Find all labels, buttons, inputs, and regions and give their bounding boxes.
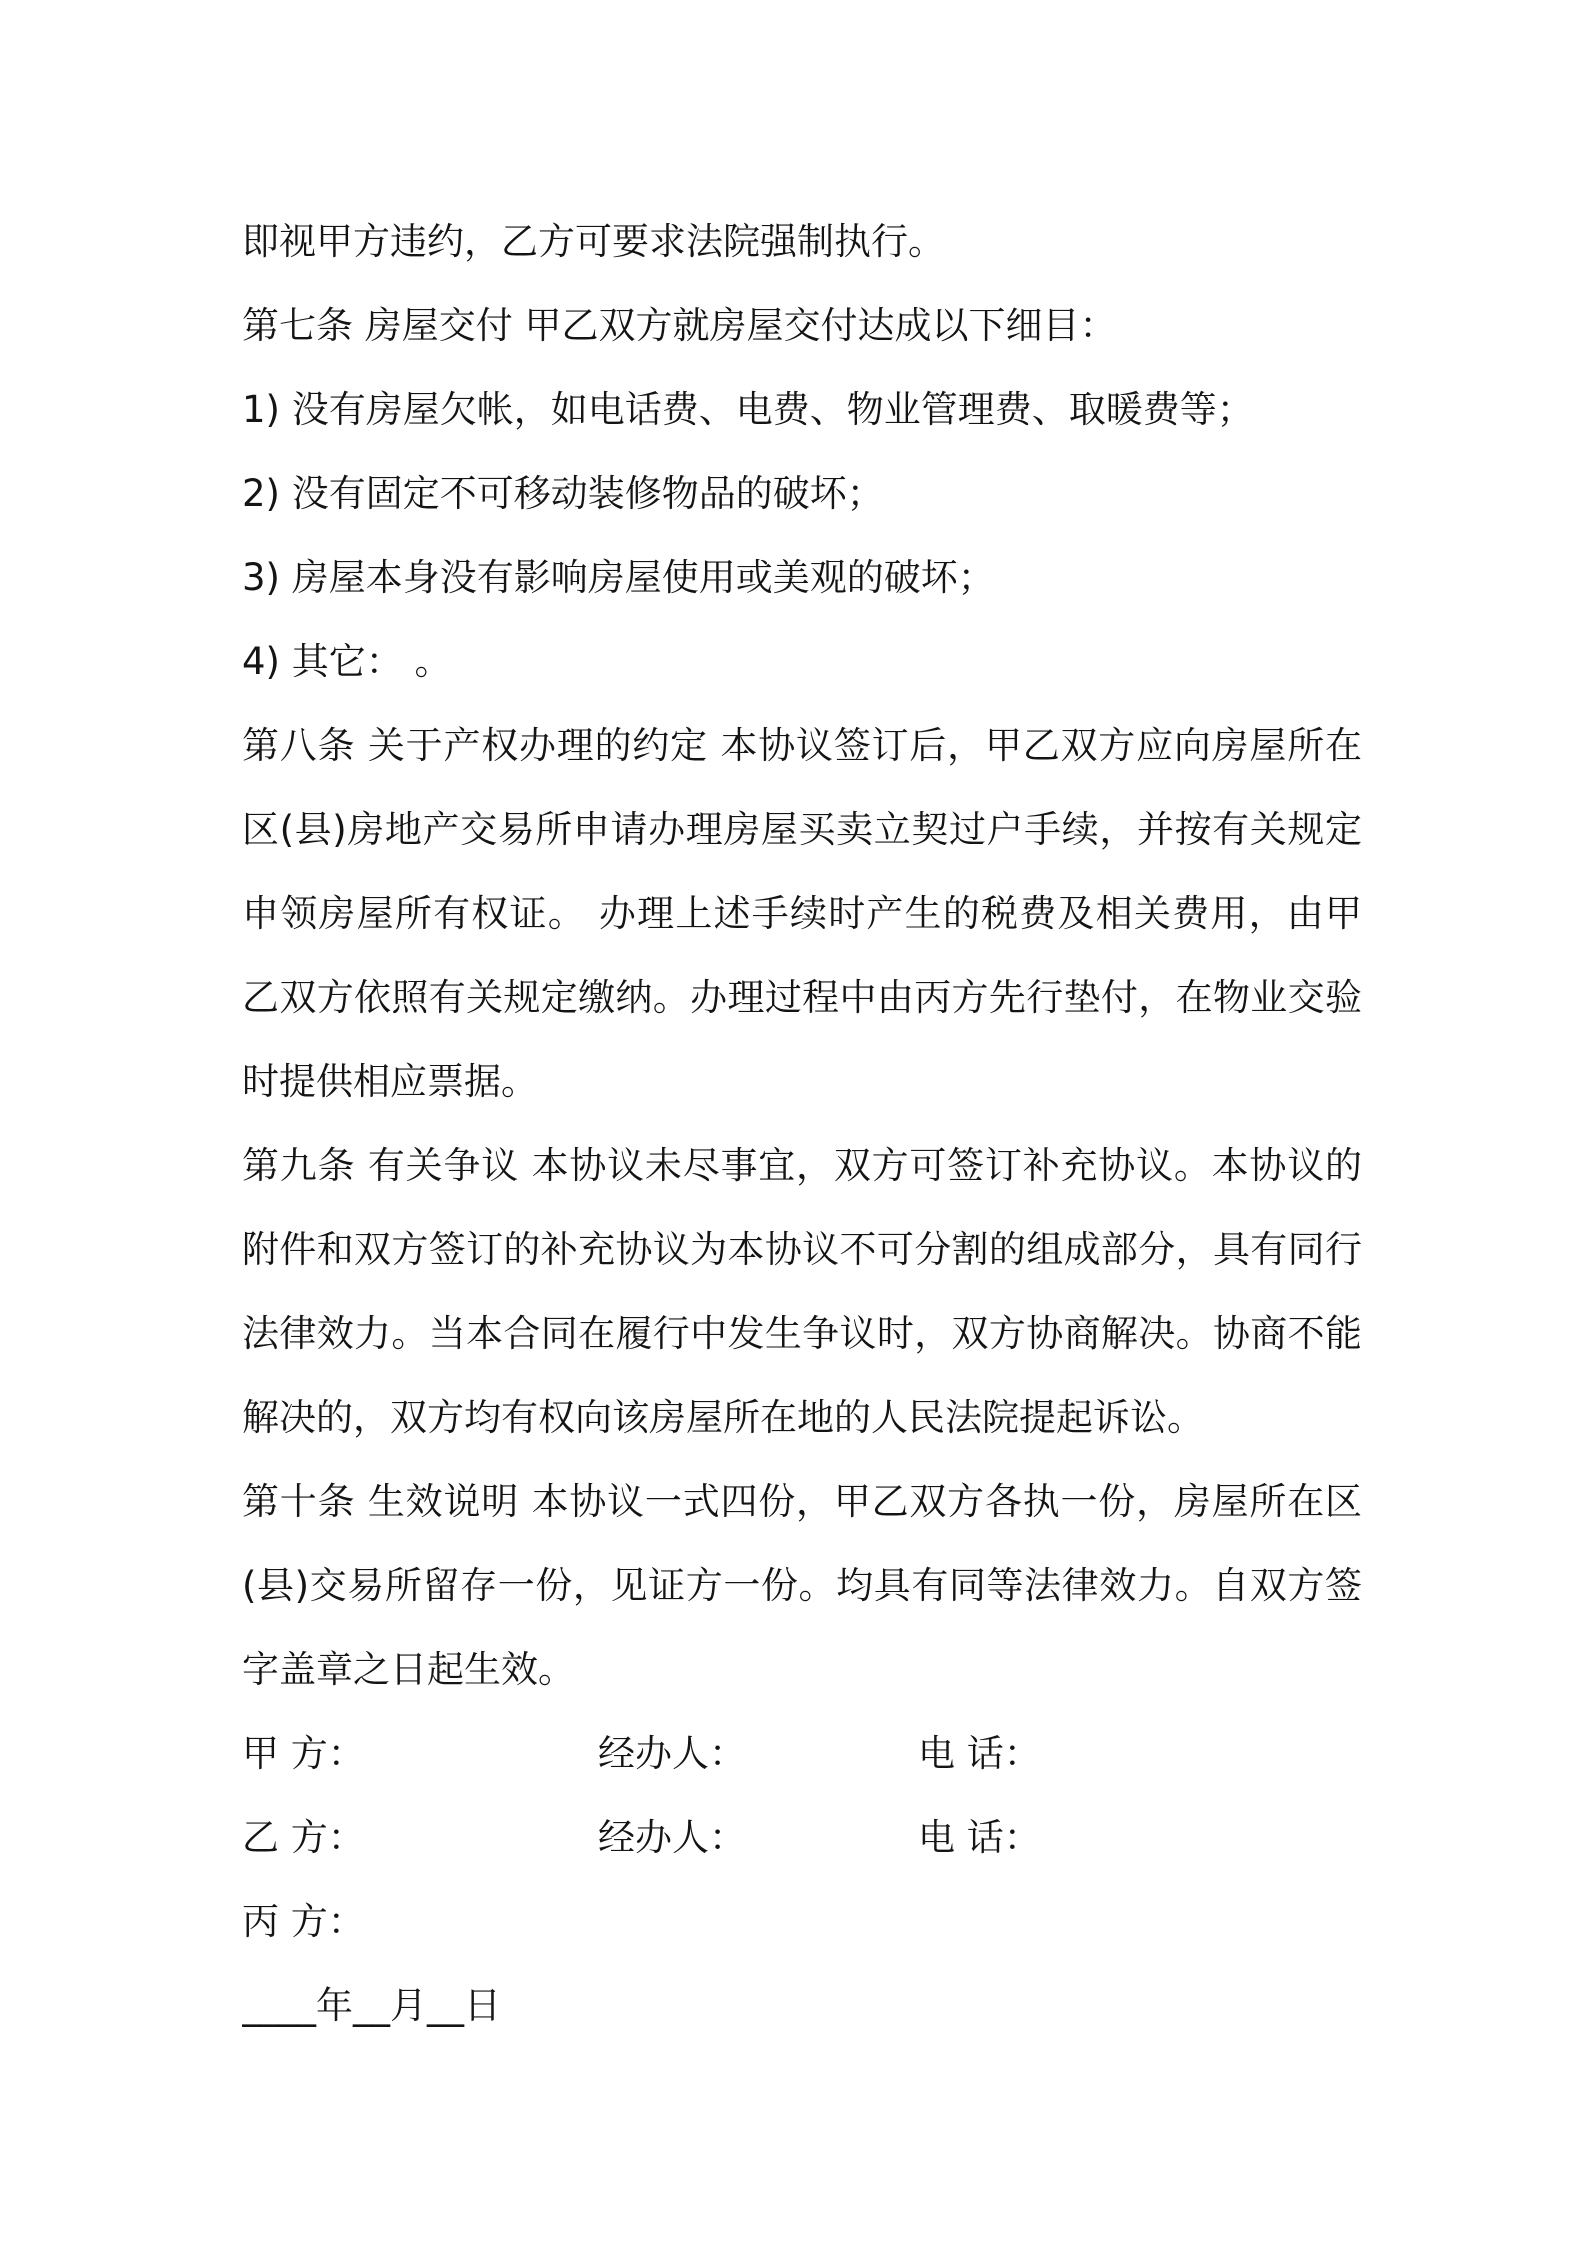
party-a-phone-label: 电 话： <box>918 1732 1041 1775</box>
party-c-label: 丙 方： <box>242 1900 365 1943</box>
text-line: 即视甲方违约，乙方可要求法院强制执行。 <box>242 220 945 263</box>
party-c-signature-row <box>242 1880 1362 1964</box>
party-a-agent-label: 经办人： <box>598 1732 746 1775</box>
article-8-line: 区(县)房地产交易所申请办理房屋买卖立契过户手续，并按有关规定 <box>242 808 1362 851</box>
party-b-signature-row <box>242 1796 1362 1880</box>
party-a-label: 甲 方： <box>242 1732 365 1775</box>
article-7-heading: 第七条 房屋交付 甲乙双方就房屋交付达成以下细目： <box>242 304 1117 347</box>
article-10-line: (县)交易所留存一份，见证方一份。均具有同等法律效力。自双方签 <box>242 1564 1362 1607</box>
contract-page <box>242 200 1362 2048</box>
party-b-label: 乙 方： <box>242 1816 365 1859</box>
article-10-line: 字盖章之日起生效。 <box>242 1648 575 1691</box>
signing-date: ____年__月__日 <box>242 1984 501 2027</box>
party-b-phone-label: 电 话： <box>918 1816 1041 1859</box>
list-item: 3) 房屋本身没有影响房屋使用或美观的破坏； <box>242 556 995 599</box>
list-item: 4) 其它： 。 <box>242 640 452 683</box>
article-9-line: 附件和双方签订的补充协议为本协议不可分割的组成部分，具有同行 <box>242 1228 1362 1271</box>
list-item: 2) 没有固定不可移动装修物品的破坏； <box>242 472 884 515</box>
article-8-line: 第八条 关于产权办理的约定 本协议签订后，甲乙双方应向房屋所在 <box>242 724 1362 767</box>
article-8-line: 时提供相应票据。 <box>242 1060 538 1103</box>
article-9-line: 第九条 有关争议 本协议未尽事宜，双方可签订补充协议。本协议的 <box>242 1144 1362 1187</box>
article-9-line: 解决的，双方均有权向该房屋所在地的人民法院提起诉讼。 <box>242 1396 1204 1439</box>
article-10-line: 第十条 生效说明 本协议一式四份，甲乙双方各执一份，房屋所在区 <box>242 1480 1362 1523</box>
article-8-line: 申领房屋所有权证。 办理上述手续时产生的税费及相关费用，由甲 <box>242 892 1362 935</box>
article-8-line: 乙双方依照有关规定缴纳。办理过程中由丙方先行垫付，在物业交验 <box>242 976 1362 1019</box>
list-item: 1) 没有房屋欠帐，如电话费、电费、物业管理费、取暖费等； <box>242 388 1254 431</box>
party-b-agent-label: 经办人： <box>598 1816 746 1859</box>
article-9-line: 法律效力。当本合同在履行中发生争议时，双方协商解决。协商不能 <box>242 1312 1362 1355</box>
party-a-signature-row <box>242 1712 1362 1796</box>
